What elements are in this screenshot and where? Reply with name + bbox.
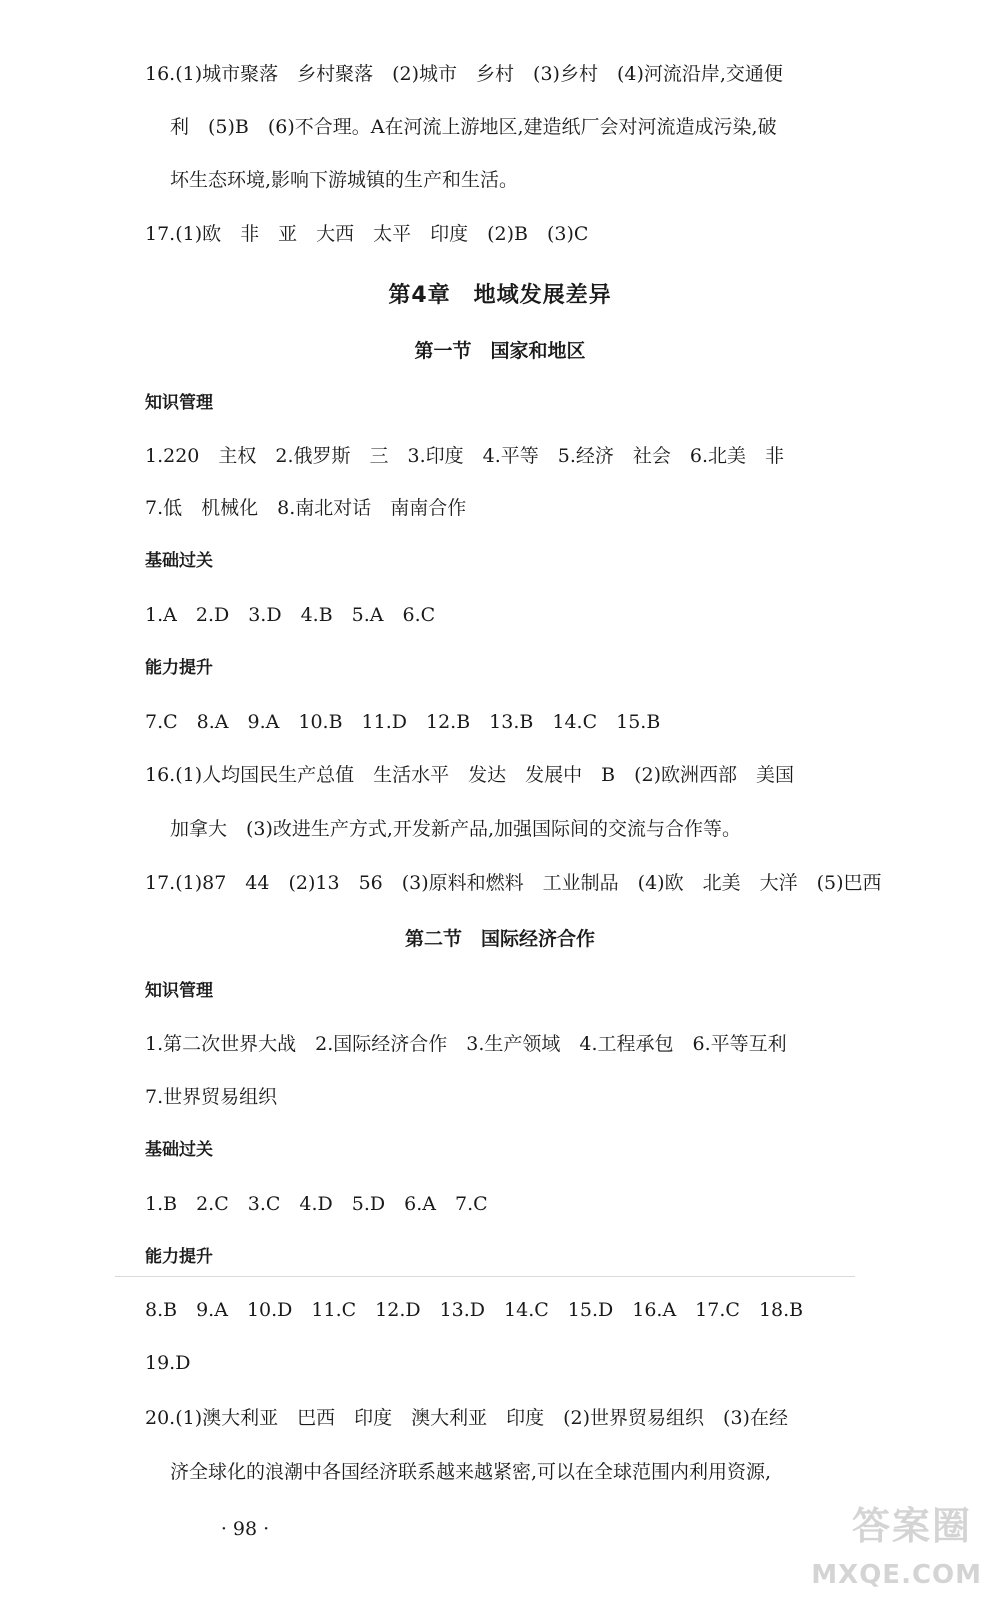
section-1-knowledge-line-2: 7.低 机械化 8.南北对话 南南合作 [145,497,467,519]
watermark-text: 答案圈 [851,1504,972,1548]
section-1-knowledge-heading: 知识管理 [145,393,213,413]
section-1-ability-heading: 能力提升 [145,658,213,678]
section-2-knowledge-heading: 知识管理 [145,981,213,1001]
section-2-basic-answers: 1.B 2.C 3.C 4.D 5.D 6.A 7.C [145,1193,488,1215]
section-2-answer-20-line-2: 济全球化的浪潮中各国经济联系越来越紧密,可以在全球范围内利用资源, [170,1461,772,1483]
chapter-title: 第4章 地域发展差异 [388,283,612,308]
section-1-answer-17: 17.(1)87 44 (2)13 56 (3)原料和燃料 工业制品 (4)欧 北美 大洋 (5)巴西 [145,872,882,894]
page-divider [115,1276,855,1277]
section-1-answer-16-line-2: 加拿大 (3)改进生产方式,开发新产品,加强国际间的交流与合作等。 [170,818,741,840]
answer-17: 17.(1)欧 非 亚 大西 太平 印度 (2)B (3)C [145,223,589,245]
section-2-basic-heading: 基础过关 [145,1140,213,1160]
section-1-title: 第一节 国家和地区 [414,340,586,362]
watermark-logo [807,1495,982,1590]
section-2-answer-20-line-1: 20.(1)澳大利亚 巴西 印度 澳大利亚 印度 (2)世界贸易组织 (3)在经 [145,1407,788,1429]
page-number: · 98 · [220,1518,270,1540]
section-1-basic-heading: 基础过关 [145,551,213,571]
watermark-url: MXQE.COM [811,1560,982,1590]
section-2-ability-heading: 能力提升 [145,1247,213,1267]
section-2-ability-answers-line-1: 8.B 9.A 10.D 11.C 12.D 13.D 14.C 15.D 16.A 17.C 18.B [145,1299,804,1321]
answer-16-line-1: 16.(1)城市聚落 乡村聚落 (2)城市 乡村 (3)乡村 (4)河流沿岸,交通便 [145,63,783,85]
section-2-knowledge-line-1: 1.第二次世界大战 2.国际经济合作 3.生产领域 4.工程承包 6.平等互利 [145,1033,787,1055]
answer-16-line-2: 利 (5)B (6)不合理。A在河流上游地区,建造纸厂会对河流造成污染,破 [170,116,777,138]
section-1-answer-16-line-1: 16.(1)人均国民生产总值 生活水平 发达 发展中 B (2)欧洲西部 美国 [145,764,795,786]
section-2-title: 第二节 国际经济合作 [404,928,595,950]
section-1-basic-answers: 1.A 2.D 3.D 4.B 5.A 6.C [145,604,436,626]
section-1-knowledge-line-1: 1.220 主权 2.俄罗斯 三 3.印度 4.平等 5.经济 社会 6.北美 非 [145,445,785,467]
section-2-ability-answers-line-2: 19.D [145,1352,191,1374]
section-1-ability-answers: 7.C 8.A 9.A 10.B 11.D 12.B 13.B 14.C 15.B [145,711,661,733]
answer-16-line-3: 坏生态环境,影响下游城镇的生产和生活。 [170,169,519,191]
section-2-knowledge-line-2: 7.世界贸易组织 [145,1086,278,1108]
